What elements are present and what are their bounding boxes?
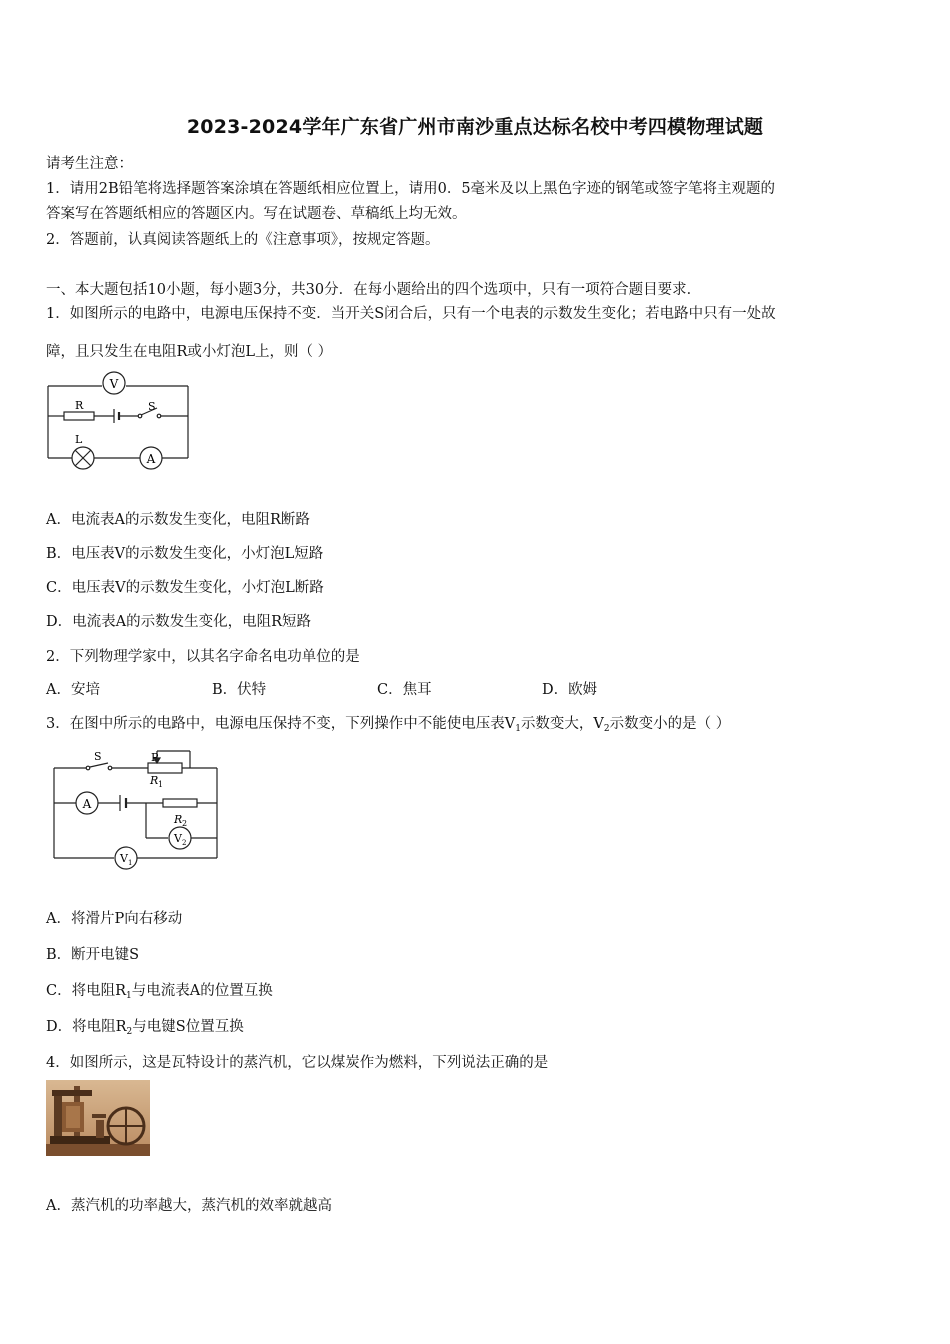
section-heading: 一、本大题包括10小题，每小题3分，共30分．在每小题给出的四个选项中，只有一项符合题目要求． (46, 282, 702, 298)
notice-line-1a: 1．请用2B铅笔将选择题答案涂填在答题纸相应位置上，请用0．5毫米及以上黑色字迹的钢笔或签字笔将主观题的 (46, 181, 776, 197)
steam-engine-image (46, 1080, 150, 1156)
q3-option-a: A．将滑片P向右移动 (46, 911, 183, 927)
q3-v1-label: V (120, 852, 128, 865)
q1-option-b: B．电压表V的示数发生变化，小灯泡L短路 (46, 546, 324, 562)
q1-lamp-label: L (75, 433, 83, 446)
q3-stem-post: 示数变小的是（ ） (609, 716, 731, 732)
q3-r2-sub: 2 (182, 819, 188, 828)
q3-stem-pre: 3．在图中所示的电路中，电源电压保持不变，下列操作中不能使电压表V (46, 716, 516, 732)
q3-stem (46, 712, 730, 734)
q4-option-a: A．蒸汽机的功率越大，蒸汽机的效率就越高 (46, 1198, 332, 1214)
q1-option-a: A．电流表A的示数发生变化，电阻R断路 (46, 512, 310, 528)
q1-voltmeter-label: V (109, 377, 119, 391)
q3-stem-sub2: 2 (603, 724, 610, 734)
q3-option-c-pre: C．将电阻R (46, 983, 127, 999)
q1-switch-label: S (148, 400, 156, 413)
q3-stem-sub1: 1 (515, 724, 521, 734)
q3-v1-sub: 1 (128, 859, 133, 867)
q3-v2-label: V (174, 832, 182, 845)
q3-option-c (46, 979, 273, 1001)
q3-option-d-post: 与电键S位置互换 (132, 1019, 244, 1035)
notice-line-1b: 答案写在答题纸相应的答题区内。写在试题卷、草稿纸上均无效。 (46, 206, 467, 222)
q3-r1-sub: 1 (158, 780, 164, 789)
q2-option-c: C．焦耳 (377, 682, 432, 698)
q1-stem-b: 障，且只发生在电阻R或小灯泡L上，则（ ） (46, 344, 333, 360)
notice-heading: 请考生注意： (46, 156, 133, 172)
q3-option-c-post: 与电流表A的位置互换 (131, 983, 273, 999)
notice-line-2: 2．答题前，认真阅读答题纸上的《注意事项》，按规定答题。 (46, 232, 440, 248)
q3-option-b: B．断开电键S (46, 947, 140, 963)
q2-option-a: A．安培 (46, 682, 100, 698)
q3-r2-label: R (174, 813, 183, 826)
q3-slider-label: P (151, 751, 159, 764)
q3-circuit-diagram (50, 746, 225, 871)
q2-option-b: B．伏特 (212, 682, 267, 698)
page-title: 2023-2024学年广东省广州市南沙重点达标名校中考四模物理试题 (186, 116, 764, 138)
q3-v2-sub: 2 (182, 839, 187, 847)
q3-option-c-sub: 1 (126, 991, 132, 1001)
q3-r1-label: R (150, 774, 159, 787)
q1-option-c: C．电压表V的示数发生变化，小灯泡L断路 (46, 580, 324, 596)
q3-stem-mid: 示数变大，V (520, 716, 604, 732)
q3-option-d-pre: D．将电阻R (46, 1019, 127, 1035)
q3-option-d-sub: 2 (126, 1027, 133, 1037)
q1-option-d: D．电流表A的示数发生变化，电阻R短路 (46, 614, 312, 630)
q3-option-d (46, 1015, 244, 1037)
q2-option-d: D．欧姆 (542, 682, 598, 698)
q2-stem: 2．下列物理学家中，以其名字命名电功单位的是 (46, 649, 360, 665)
q1-resistor-label: R (75, 399, 84, 412)
q3-ammeter-label: A (82, 797, 92, 811)
q3-switch-label: S (94, 750, 102, 763)
q4-stem: 4．如图所示，这是瓦特设计的蒸汽机，它以煤炭作为燃料，下列说法正确的是 (46, 1055, 549, 1071)
q1-circuit-diagram (44, 370, 194, 475)
q1-stem-a: 1．如图所示的电路中，电源电压保持不变．当开关S闭合后，只有一个电表的示数发生变化；若电路中只有一处故 (46, 306, 776, 322)
q1-ammeter-label: A (146, 452, 156, 466)
